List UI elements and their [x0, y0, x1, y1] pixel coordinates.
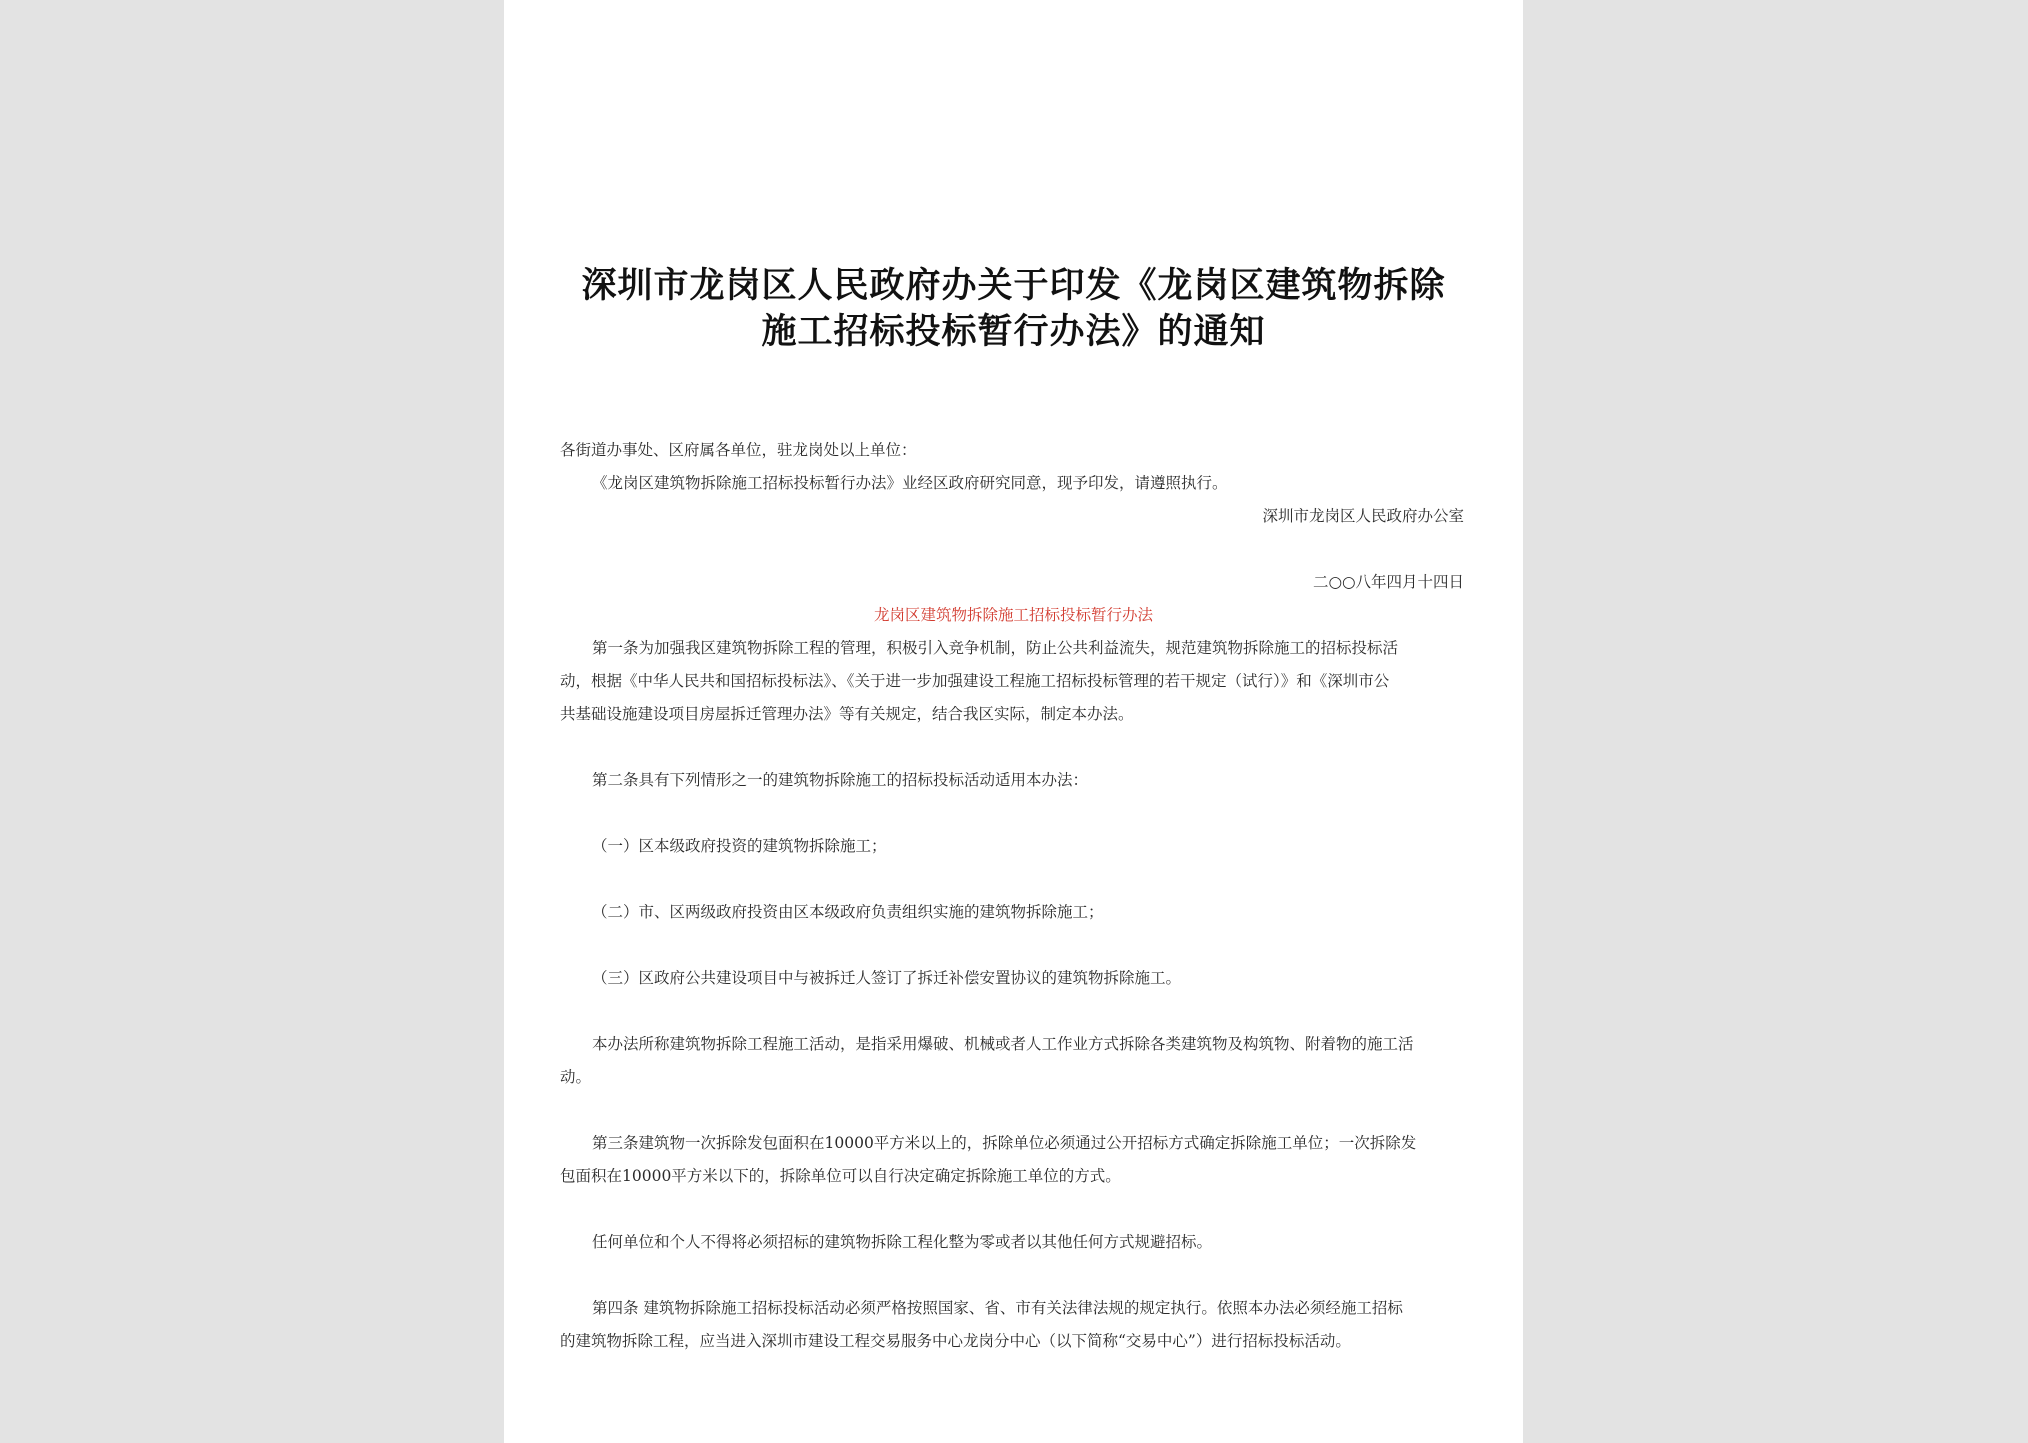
- intro-paragraph: 《龙岗区建筑物拆除施工招标投标暂行办法》业经区政府研究同意，现予印发，请遵照执行。: [592, 474, 1228, 492]
- article-2-item-3: （三）区政府公共建设项目中与被拆迁人签订了拆迁补偿安置协议的建筑物拆除施工。: [592, 969, 1182, 987]
- definition-line-1: 本办法所称建筑物拆除工程施工活动，是指采用爆破、机械或者人工作业方式拆除各类建筑物及构筑物、附着物的施工活: [592, 1035, 1414, 1053]
- article-4-line-1: 第四条 建筑物拆除施工招标投标活动必须严格按照国家、省、市有关法律法规的规定执行。依照本办法必须经施工招标: [592, 1299, 1403, 1317]
- article-2-item-2: （二）市、区两级政府投资由区本级政府负责组织实施的建筑物拆除施工；: [592, 903, 1104, 921]
- article-3-line-2: 包面积在10000平方米以下的，拆除单位可以自行决定确定拆除施工单位的方式。: [560, 1167, 1121, 1185]
- document-title-line-1: 深圳市龙岗区人民政府办关于印发《龙岗区建筑物拆除: [581, 265, 1446, 306]
- rule-title: 龙岗区建筑物拆除施工招标投标暂行办法: [873, 606, 1153, 624]
- article-1-line-2: 动，根据《中华人民共和国招标投标法》、《关于进一步加强建设工程施工招标投标管理的若干规定（试行）》和《深圳市公: [560, 672, 1390, 690]
- article-3-prohibition: 任何单位和个人不得将必须招标的建筑物拆除工程化整为零或者以其他任何方式规避招标。: [592, 1233, 1213, 1251]
- document-page: [504, 0, 1523, 1443]
- article-1-line-3: 共基础设施建设项目房屋拆迁管理办法》等有关规定，结合我区实际，制定本办法。: [560, 705, 1134, 723]
- issuer-signature: 深圳市龙岗区人民政府办公室: [1262, 507, 1464, 525]
- document-title-line-2: 施工招标投标暂行办法》的通知: [761, 311, 1266, 352]
- salutation: 各街道办事处、区府属各单位，驻龙岗处以上单位：: [560, 441, 917, 459]
- issue-date: 二○○八年四月十四日: [1312, 573, 1464, 591]
- article-3-line-1: 第三条建筑物一次拆除发包面积在10000平方米以上的，拆除单位必须通过公开招标方式确定拆除施工单位；一次拆除发: [592, 1134, 1417, 1152]
- definition-line-2: 动。: [560, 1068, 592, 1086]
- article-2-item-1: （一）区本级政府投资的建筑物拆除施工；: [592, 837, 887, 855]
- article-1-line-1: 第一条为加强我区建筑物拆除工程的管理，积极引入竞争机制，防止公共利益流失，规范建筑物拆除施工的招标投标活: [592, 639, 1399, 657]
- article-4-line-2: 的建筑物拆除工程，应当进入深圳市建设工程交易服务中心龙岗分中心（以下简称“交易中心”）进行招标投标活动。: [560, 1332, 1351, 1350]
- article-2: 第二条具有下列情形之一的建筑物拆除施工的招标投标活动适用本办法：: [592, 771, 1089, 789]
